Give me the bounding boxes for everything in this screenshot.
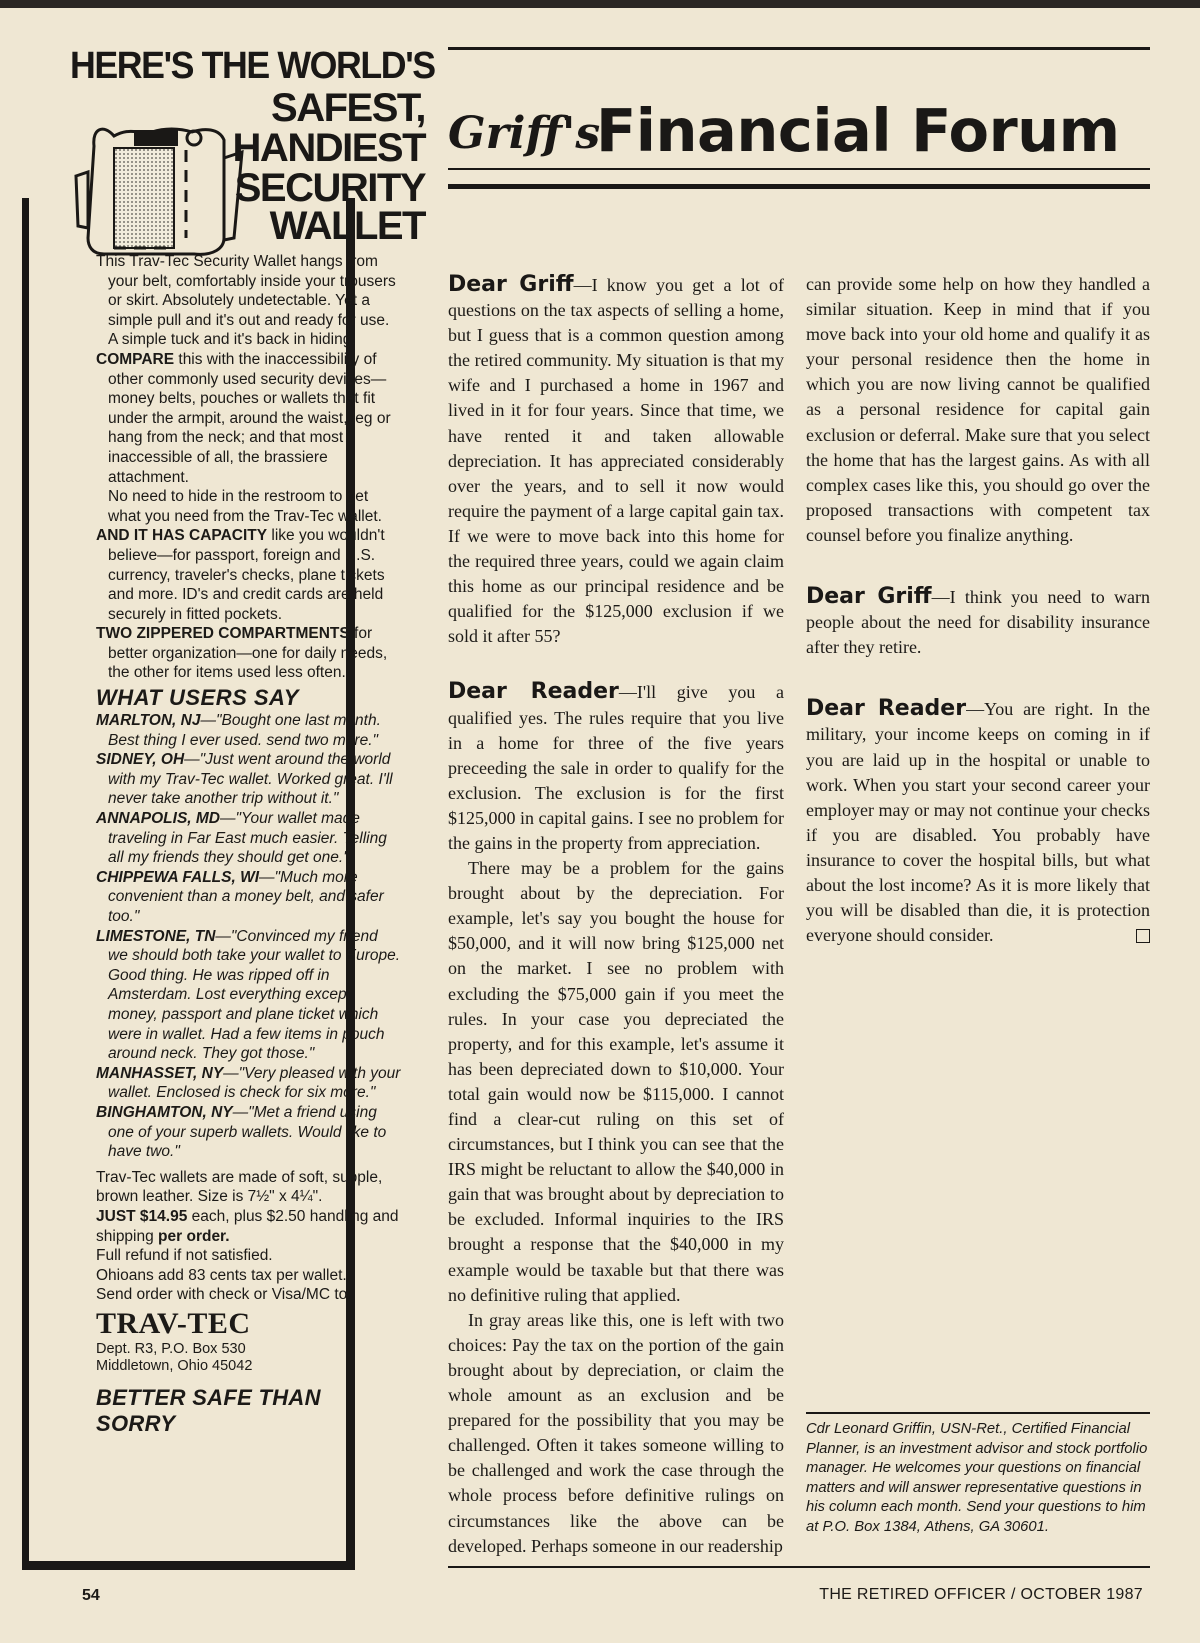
ad-compare-lead: COMPARE: [96, 350, 175, 368]
ad-compare-text: this with the inaccessibility of other commonly used security devices—money belts, pouches or wallets that fit under the armpit, around the waist, leg or hang from the neck; and that most inaccessible of all, the brassiere attachment.: [108, 350, 391, 486]
forum-title-script: Griff's: [448, 108, 601, 159]
answer-1-paragraph-2: There may be a problem for the gains brought about by the depreciation. For example, let's say you bought the house for $50,000, and it will now bring $125,000 net on the market. I see no problem with excluding the $75,000 gain if you meet the rules. In your case you depreciated the property, and for this example, let's assume it has been depreciated down to $10,000. Your total gain would now be $115,000. I cannot find a clear-cut ruling on this set of circumstances, but I think you can see that the IRS might be reluctant to allow the $40,000 in gain that was brought about by depreciation to be excluded. Informal inquiries to the IRS brought a response that the $40,000 in my example would be taxable but that there was no definitive ruling that applied.: [448, 858, 784, 1305]
ad-send-order: Send order with check or Visa/MC to: [96, 1286, 348, 1304]
testimonial: [96, 809, 401, 868]
testimonial-place: MARLTON, NJ: [96, 712, 201, 730]
ad-material: Trav-Tec wallets are made of soft, supple, brown leather. Size is 7½" x 4¼".: [96, 1168, 383, 1206]
ad-compartments: [96, 624, 401, 683]
answer-1-text: —I'll give you a qualified yes. The rules require that you live in a home for three of the five years preceeding the sale in order to qualify for the exclusion. The exclusion is for the first $125,000 in capital gains. I see no problem for the gains in the property from appreciation.: [448, 682, 784, 853]
ad-headline-line5: WALLET: [269, 204, 425, 248]
answer-2-lead: Dear Reader: [806, 696, 967, 722]
forum-title-main: Financial Forum: [596, 96, 1120, 165]
testimonial-quote: —"Met a friend using one of your superb wallets. Would like to have two.": [108, 1103, 387, 1161]
testimonial-quote: —"Convinced my friend we should both take your wallet to Europe. Good thing. He was ripped off in Amsterdam. Lost everything except money, passport and plane ticket which were in wallet. Had a few items in pouch around neck. They got those.": [108, 927, 401, 1063]
ad-address-line2: Middletown, Ohio 45042: [96, 1357, 253, 1374]
ad-refund: Full refund if not satisfied.: [96, 1247, 273, 1265]
testimonial: [96, 1064, 401, 1103]
question-2-lead: Dear Griff: [806, 584, 932, 610]
ad-slogan: BETTER SAFE THAN SORRY: [96, 1384, 321, 1436]
ad-tax: Ohioans add 83 cents tax per wallet.: [96, 1266, 347, 1284]
question-1: [448, 272, 784, 649]
forum-top-rule: [448, 47, 1150, 50]
answer-2-text: —You are right. In the military, your income keeps on coming in if you are laid up in the hospital or unable to work. When you start your second career your employer may or may not continue your checks if you are disabled. You probably have insurance to cover the hospital bills, but what about the lost income? As it is more likely that you will be disabled than die, it is protection everyone should consider.: [806, 699, 1151, 946]
forum-title-underline-thin: [448, 168, 1150, 170]
testimonial-quote: —"Your wallet made traveling in Far East much easier. Telling all my friends they should get one.": [108, 810, 387, 867]
testimonial-place: CHIPPEWA FALLS, WI: [96, 868, 260, 886]
testimonial-quote: —"Very pleased with your wallet. Enclosed is check for six more.": [108, 1064, 401, 1102]
testimonial-quote: —"Much more convenient than a money belt, and safer too.": [108, 868, 384, 925]
author-bio: Cdr Leonard Griffin, USN-Ret., Certified Financial Planner, is an investment advisor and stock portfolio manager. He welcomes your questions on financial matters and will answer representative questions in his column each month. Send your questions to him at P.O. Box 1384, Athens, GA 30601.: [806, 1421, 1148, 1535]
ad-capacity: [96, 526, 401, 624]
testimonial: [96, 1103, 401, 1162]
question-1-lead: Dear Griff: [448, 272, 574, 297]
ad-brand-logo: TRAV-TEC: [96, 1306, 251, 1340]
testimonial: [96, 750, 401, 809]
ad-body-copy: [96, 252, 401, 1437]
ad-users-heading: WHAT USERS SAY: [96, 685, 299, 711]
ad-compartments-text: for better organization—one for daily needs, the other for items used less often.: [108, 625, 388, 682]
ad-capacity-text: like you wouldn't believe—for passport, foreign and U.S. currency, traveler's checks, plane tickets and more. ID's and credit cards are held securely in fitted pockets.: [108, 527, 385, 623]
page-number: 54: [82, 1587, 100, 1604]
end-mark-icon: [1136, 929, 1150, 943]
ad-price-lead: JUST $14.95: [96, 1207, 188, 1225]
testimonial-place: ANNAPOLIS, MD: [96, 810, 220, 828]
publication-footer: THE RETIRED OFFICER / OCTOBER 1987: [819, 1586, 1143, 1603]
answer-2: [806, 696, 1150, 948]
question-1-text: —I know you get a lot of questions on the tax aspects of selling a home, but I guess that is a common question among the retired community. My situation is that my wife and I purchased a home in 1967 and lived in it for four years. Since that time, we have rented it and taken allowable depreciation. It has appreciated considerably over the years, and to sell it now would require the payment of a large capital gain tax. If we were to move back into this home for the required three years, could we again claim this home as our principal residence and be qualified for the $125,000 exclusion if we sold it after 55?: [448, 275, 784, 647]
bio-rule: [806, 1412, 1150, 1414]
ad-headline-line3: HANDIEST: [232, 126, 425, 170]
ad-compartments-lead: TWO ZIPPERED COMPARTMENTS: [96, 625, 350, 643]
forum-title: [448, 96, 1148, 176]
forum-column-1: [448, 272, 784, 1562]
ad-address-line1: Dept. R3, P.O. Box 530: [96, 1340, 246, 1357]
ad-price-text: each, plus $2.50 handling and shipping: [96, 1207, 399, 1245]
testimonial-quote: —"Bought one last month. Best thing I ever used. send two more.": [108, 712, 381, 749]
forum-column-2: [806, 272, 1150, 948]
ad-headline-line1: HERE'S THE WORLD'S: [70, 45, 435, 87]
question-2: [806, 584, 1150, 660]
testimonial-place: MANHASSET, NY: [96, 1064, 224, 1082]
ad-restroom: No need to hide in the restroom to get what you need from the Trav-Tec wallet.: [108, 488, 382, 525]
ad-per-order: per order.: [158, 1227, 230, 1245]
testimonial-place: SIDNEY, OH: [96, 751, 185, 769]
testimonial: [96, 927, 401, 1064]
forum-bottom-rule: [448, 1566, 1150, 1568]
answer-1-paragraph-3: In gray areas like this, one is left with two choices: Pay the tax on the portion of the gain brought about by depreciation, or claim the whole amount as an exclusion and be prepared for the possibility that you may be challenged. Often it takes someone willing to be challenged and work the case through the whole process before definitive rulings on circumstances like the above can be developed. Perhaps someone in our readership: [448, 1309, 784, 1556]
testimonial-quote: —"Just went around the world with my Trav-Tec wallet. Worked great. I'll never take another trip without it.": [108, 751, 393, 808]
answer-1: [448, 679, 784, 856]
answer-1-lead: Dear Reader: [448, 679, 619, 705]
ad-price: [96, 1207, 401, 1246]
ad-headline-line2: SAFEST,: [271, 86, 425, 130]
ad-headline-line4: SECURITY: [234, 166, 425, 210]
testimonial-place: LIMESTONE, TN: [96, 927, 216, 945]
top-edge-band: [0, 0, 1200, 8]
answer-1-paragraph-3-continued: can provide some help on how they handled a similar situation. Keep in mind that if you move back into your old home and qualify it as your personal residence then the home in which you are now living cannot be qualified as a personal residence for capital gain exclusion or deferral. Make sure that you select the home that has the largest gains. As with all complex cases like this, you should go over the proposed transactions with competent tax counsel before you finalize anything.: [806, 274, 1150, 545]
ad-intro: This Trav-Tec Security Wallet hangs from your belt, comfortably inside your trousers or skirt. Absolutely undetectable. Yet a simple pull and it's out and ready for use. A simple tuck and it's back in hiding.: [96, 253, 396, 349]
testimonial-place: BINGHAMTON, NY: [96, 1103, 233, 1121]
ad-capacity-lead: AND IT HAS CAPACITY: [96, 527, 268, 545]
testimonial: [96, 868, 401, 927]
ad-compare: [96, 350, 401, 487]
forum-title-underline-thick: [448, 184, 1150, 189]
testimonial: [96, 711, 401, 750]
question-2-text: —I think you need to warn people about the need for disability insurance after they retire.: [806, 587, 1150, 658]
